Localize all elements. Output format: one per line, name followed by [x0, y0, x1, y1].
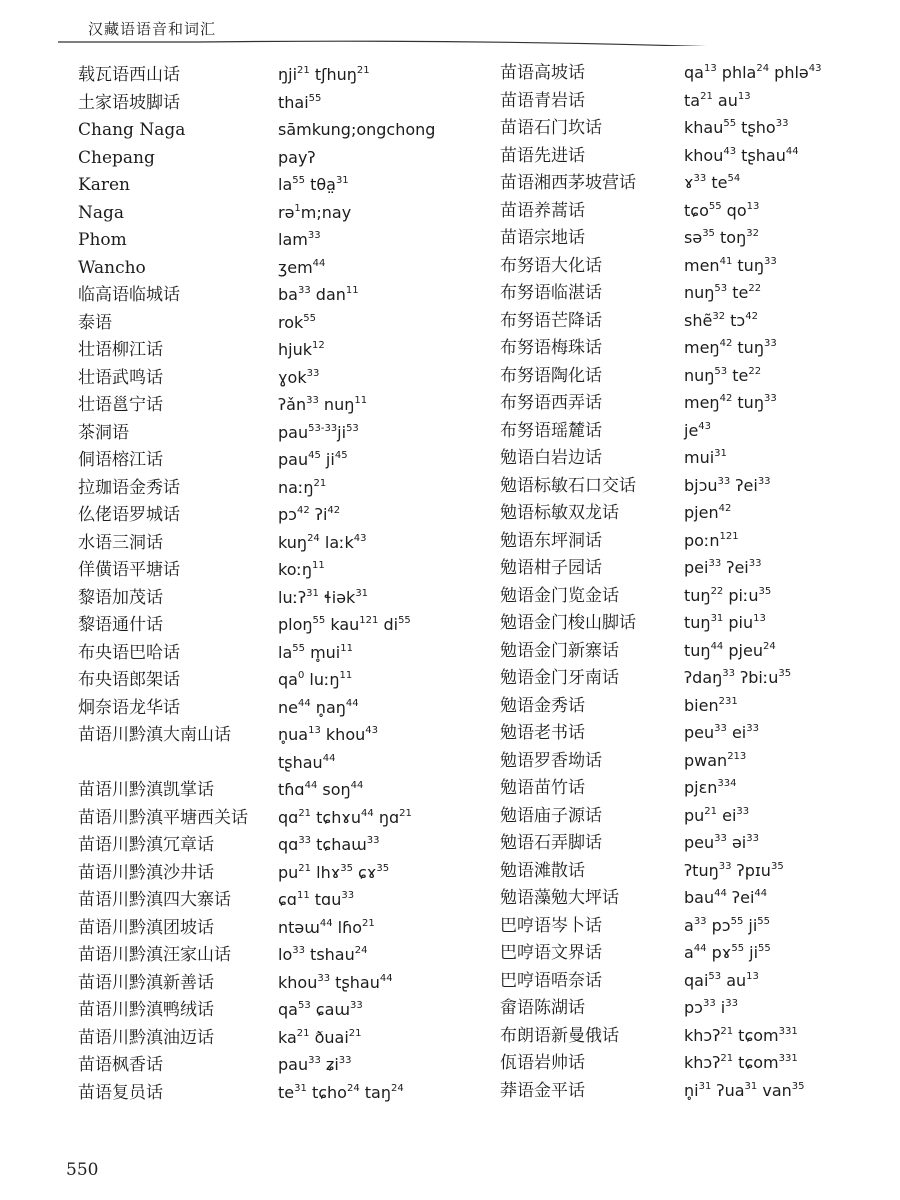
phonetic-form: $pau^{53-33}ji^{53}$ — [278, 422, 359, 442]
language-name: 苗语高坡话 — [500, 63, 585, 83]
language-name: 苗语枫香话 — [78, 1055, 163, 1075]
language-name: 勉语老书话 — [500, 723, 585, 743]
phonetic-form: tɕo$^{55}$ $qo^{13}$ — [684, 200, 760, 220]
language-name: 布努语临湛话 — [500, 283, 602, 303]
language-name: 苗语川黔滇沙井话 — [78, 862, 214, 883]
language-name: 苗语川黔滇团坡话 — [78, 917, 214, 938]
language-name: 布努语陶化话 — [500, 365, 602, 386]
phonetic-form: $ka^{21}$ ðuai$^{21}$ — [278, 1027, 362, 1047]
phonetic-form: $ba^{33}$ dan$^{11}$ — [278, 285, 359, 304]
phonetic-form: meŋ$^{42}$ tuŋ$^{33}$ — [684, 338, 777, 357]
language-name: 勉语金门新寨话 — [500, 640, 619, 661]
phonetic-form: hjuk$^{12}$ — [278, 340, 325, 359]
phonetic-form: $te^{31}$ tɕho$^{24}$ taŋ$^{24}$ — [278, 1082, 404, 1102]
phonetic-form: luːʔ$^{31}$ ɬiək$^{31}$ — [278, 587, 369, 607]
language-name: 苗语川黔滇新善话 — [78, 972, 214, 993]
language-name: 苗语川黔滇冗章话 — [78, 835, 214, 855]
phonetic-form: ʔǎn$^{33}$ nuŋ$^{11}$ — [278, 395, 368, 414]
phonetic-form: thai$^{55}$ — [278, 92, 322, 112]
language-name: 苗语宗地话 — [500, 228, 585, 248]
phonetic-form: shẽ$^{32}$ tɔ$^{42}$ — [684, 310, 758, 330]
language-name: 巴哼语文界话 — [500, 943, 602, 963]
phonetic-form: qai$^{53}$ $au^{13}$ — [684, 970, 759, 990]
phonetic-form: bau$^{44}$ ʔei$^{44}$ — [684, 888, 768, 907]
phonetic-form: pjɛn$^{334}$ — [684, 778, 737, 797]
phonetic-form: ʔtuŋ$^{33}$ ʔpɪu$^{35}$ — [684, 860, 784, 880]
language-name: 布努语芒降话 — [500, 310, 602, 331]
language-name: 苗语湘西茅坡营话 — [500, 173, 636, 193]
phonetic-form: tuŋ$^{44}$ pjeu$^{24}$ — [684, 640, 776, 660]
phonetic-form: men$^{41}$ tuŋ$^{33}$ — [684, 255, 777, 275]
language-name: 布努语梅珠话 — [500, 338, 602, 358]
phonetic-form: tuŋ$^{22}$ piːu$^{35}$ — [684, 585, 772, 605]
language-name: 临高语临城话 — [78, 285, 180, 305]
phonetic-form: tʂhau$^{44}$ — [278, 752, 336, 772]
language-name: 勉语石弄脚话 — [500, 833, 602, 853]
language-name: Phom — [78, 230, 127, 250]
language-name: 拉珈语金秀话 — [78, 477, 180, 498]
phonetic-form: meŋ$^{42}$ tuŋ$^{33}$ — [684, 393, 777, 412]
language-name: 勉语白岩边话 — [500, 448, 602, 468]
language-name: 侗语榕江话 — [78, 450, 163, 470]
phonetic-form: $qa^{53}$ ɕaɯ$^{33}$ — [278, 1000, 363, 1019]
language-name: 勉语罗香坳话 — [500, 750, 602, 771]
language-name: 勉语藻勉大坪话 — [500, 888, 619, 908]
language-name: 仫佬语罗城话 — [78, 505, 180, 525]
language-name: 壮语邕宁话 — [78, 395, 163, 415]
language-name: 佤语岩帅话 — [500, 1053, 585, 1073]
phonetic-form: koːŋ$^{11}$ — [278, 560, 325, 579]
language-name: 勉语东坪洞话 — [500, 530, 602, 551]
phonetic-form: khɔʔ$^{21}$ tɕom$^{331}$ — [684, 1025, 798, 1045]
phonetic-form: sāmkung;ongchong — [278, 120, 436, 139]
language-name: 勉语金秀话 — [500, 695, 585, 716]
phonetic-form: nuŋ$^{53}$ $te^{22}$ — [684, 283, 762, 302]
language-name: 炯奈语龙华话 — [78, 697, 180, 718]
page-number: 550 — [66, 1160, 99, 1180]
language-name: Karen — [78, 175, 130, 195]
language-name: 苗语川黔滇凯掌话 — [78, 780, 214, 800]
language-name: 苗语川黔滇汪家山话 — [78, 945, 231, 965]
language-name: 勉语柑子园话 — [500, 558, 602, 578]
language-name: 土家语坡脚话 — [78, 92, 180, 113]
language-name: 水语三洞话 — [78, 532, 163, 553]
phonetic-form: ʒem$^{44}$ — [278, 257, 326, 277]
phonetic-form: tɦɑ$^{44}$ soŋ$^{44}$ — [278, 780, 364, 799]
phonetic-form: $qa^0$ luːŋ$^{11}$ — [278, 670, 353, 689]
phonetic-form: $pu^{21}$ lhɤ$^{35}$ ɕɤ$^{35}$ — [278, 862, 390, 882]
phonetic-form: pɔ$^{33}$ $i^{33}$ — [684, 998, 738, 1017]
language-name: Chepang — [78, 147, 155, 168]
language-name: Chang Naga — [78, 120, 186, 140]
language-name: 布央语巴哈话 — [78, 642, 180, 663]
language-name: 壮语柳江话 — [78, 340, 163, 360]
language-name: 布努语大化话 — [500, 255, 602, 276]
language-name: 畲语陈湖话 — [500, 998, 585, 1018]
phonetic-form: nuŋ$^{53}$ $te^{22}$ — [684, 365, 762, 385]
language-name: 黎语通什话 — [78, 615, 163, 635]
phonetic-form: payʔ — [278, 147, 316, 167]
phonetic-form: ʔdaŋ$^{33}$ ʔbiːu$^{35}$ — [684, 668, 792, 687]
phonetic-form: $pu^{21}$ $ei^{33}$ — [684, 805, 750, 825]
language-name: 佯僙语平塘话 — [78, 560, 180, 580]
phonetic-form: khɔʔ$^{21}$ tɕom$^{331}$ — [684, 1053, 798, 1072]
phonetic-form: bien$^{231}$ — [684, 695, 738, 715]
language-name: 布努语瑶麓话 — [500, 420, 602, 441]
phonetic-form: kuŋ$^{24}$ laːk$^{43}$ — [278, 532, 367, 552]
phonetic-form: rok$^{55}$ — [278, 312, 317, 332]
language-name: 布朗语新曼俄话 — [500, 1025, 619, 1046]
language-name: 黎语加茂话 — [78, 587, 163, 608]
language-name: Wancho — [78, 257, 146, 278]
phonetic-form: mui$^{31}$ — [684, 448, 727, 467]
phonetic-form: qɑ$^{21}$ tɕhɤu$^{44}$ ŋɑ$^{21}$ — [278, 807, 412, 827]
phonetic-form: pau$^{45}$ $ji^{45}$ — [278, 450, 348, 469]
phonetic-form: pau$^{33}$ ʑi$^{33}$ — [278, 1055, 352, 1074]
phonetic-form: ntəɯ$^{44}$ lɦo$^{21}$ — [278, 917, 375, 937]
phonetic-form: ɤ$^{33}$ $te^{54}$ — [684, 173, 741, 192]
phonetic-form: $n̥ua^{13}$ khou$^{43}$ — [278, 725, 378, 744]
language-name: 勉语金门牙南话 — [500, 668, 619, 688]
phonetic-form: $n̥i^{31}$ ʔua$^{31}$ van$^{35}$ — [684, 1080, 805, 1100]
language-name: 苗语川黔滇平塘西关话 — [78, 807, 248, 828]
phonetic-form: peu$^{33}$ əi$^{33}$ — [684, 833, 759, 852]
phonetic-form: pɔ$^{42}$ ʔi$^{42}$ — [278, 505, 341, 524]
phonetic-form: $la^{55}$ tθa̤$^{31}$ — [278, 175, 349, 194]
language-name: 泰语 — [78, 312, 112, 333]
phonetic-form: $la^{55}$ $m̥ui^{11}$ — [278, 642, 353, 662]
language-name: 勉语苗竹话 — [500, 778, 585, 798]
phonetic-form: khou$^{43}$ tʂhau$^{44}$ — [684, 145, 799, 165]
phonetic-form: naːŋ$^{21}$ — [278, 477, 327, 497]
phonetic-form: khau$^{55}$ tʂho$^{33}$ — [684, 118, 789, 137]
language-name: 苗语养蒿话 — [500, 200, 585, 221]
language-name: 布央语郎架话 — [78, 670, 180, 690]
language-name: 勉语标敏双龙话 — [500, 503, 619, 523]
phonetic-form: $a^{33}$ pɔ$^{55}$ $ji^{55}$ — [684, 915, 771, 935]
phonetic-form: sə$^{35}$ toŋ$^{32}$ — [684, 228, 759, 247]
phonetic-form: rə$^1$m;nay — [278, 202, 352, 222]
language-name: 壮语武鸣话 — [78, 367, 163, 388]
language-name: 巴哼语岑卜话 — [500, 915, 602, 936]
phonetic-form: $lo^{33}$ tshau$^{24}$ — [278, 945, 368, 964]
running-header — [58, 12, 900, 42]
phonetic-form: poːn$^{121}$ — [684, 530, 739, 550]
phonetic-form: qɑ$^{33}$ tɕhaɯ$^{33}$ — [278, 835, 380, 854]
running-header-title: 汉藏语语音和词汇 — [88, 20, 217, 38]
language-name: 勉语庙子源话 — [500, 805, 602, 826]
language-name: 莽语金平话 — [500, 1080, 585, 1101]
phonetic-form: peu$^{33}$ $ei^{33}$ — [684, 723, 759, 742]
phonetic-form: pwan$^{213}$ — [684, 750, 747, 770]
phonetic-form: $je^{43}$ — [684, 420, 712, 440]
phonetic-form: ɣok$^{33}$ — [278, 367, 320, 387]
language-name: 茶洞语 — [78, 422, 129, 443]
phonetic-form: ploŋ$^{55}$ kau$^{121}$ $di^{55}$ — [278, 615, 411, 634]
language-name: 勉语标敏石口交话 — [500, 475, 636, 496]
language-name: 勉语滩散话 — [500, 860, 585, 881]
language-name: 苗语先进话 — [500, 145, 585, 166]
language-name: 勉语金门览金话 — [500, 585, 619, 606]
phonetic-form: pei$^{33}$ ʔei$^{33}$ — [684, 558, 762, 577]
phonetic-form: $ta^{21}$ $au^{13}$ — [684, 90, 751, 110]
language-name: 载瓦语西山话 — [78, 65, 180, 85]
language-name: 苗语川黔滇大南山话 — [78, 725, 231, 745]
phonetic-form: pjen$^{42}$ — [684, 503, 732, 522]
language-name: 苗语石门坎话 — [500, 118, 602, 138]
phonetic-form: ŋji$^{21}$ tʃhuŋ$^{21}$ — [278, 65, 370, 84]
phonetic-form: ɕɑ$^{11}$ tɑu$^{33}$ — [278, 890, 355, 909]
language-name: 苗语复员话 — [78, 1082, 163, 1103]
phonetic-form: lam$^{33}$ — [278, 230, 321, 249]
language-name: 苗语川黔滇四大寨话 — [78, 890, 231, 910]
phonetic-form: tuŋ$^{31}$ piu$^{13}$ — [684, 613, 766, 632]
language-name: Naga — [78, 202, 125, 223]
language-name: 巴哼语唔奈话 — [500, 970, 602, 991]
phonetic-form: $a^{44}$ pɤ$^{55}$ $ji^{55}$ — [684, 943, 771, 962]
language-name: 布努语西弄话 — [500, 393, 602, 413]
language-name: 苗语青岩话 — [500, 90, 585, 111]
phonetic-form: bjɔu$^{33}$ ʔei$^{33}$ — [684, 475, 771, 495]
language-name: 勉语金门梭山脚话 — [500, 613, 636, 633]
phonetic-form: $qa^{13}$ phla$^{24}$ phlə$^{43}$ — [684, 63, 822, 82]
phonetic-form: $ne^{44}$ $n̥aŋ^{44}$ — [278, 697, 359, 717]
phonetic-form: khou$^{33}$ tʂhau$^{44}$ — [278, 972, 393, 992]
language-name: 苗语川黔滇鸭绒话 — [78, 1000, 214, 1020]
language-name: 苗语川黔滇油迈话 — [78, 1027, 214, 1048]
